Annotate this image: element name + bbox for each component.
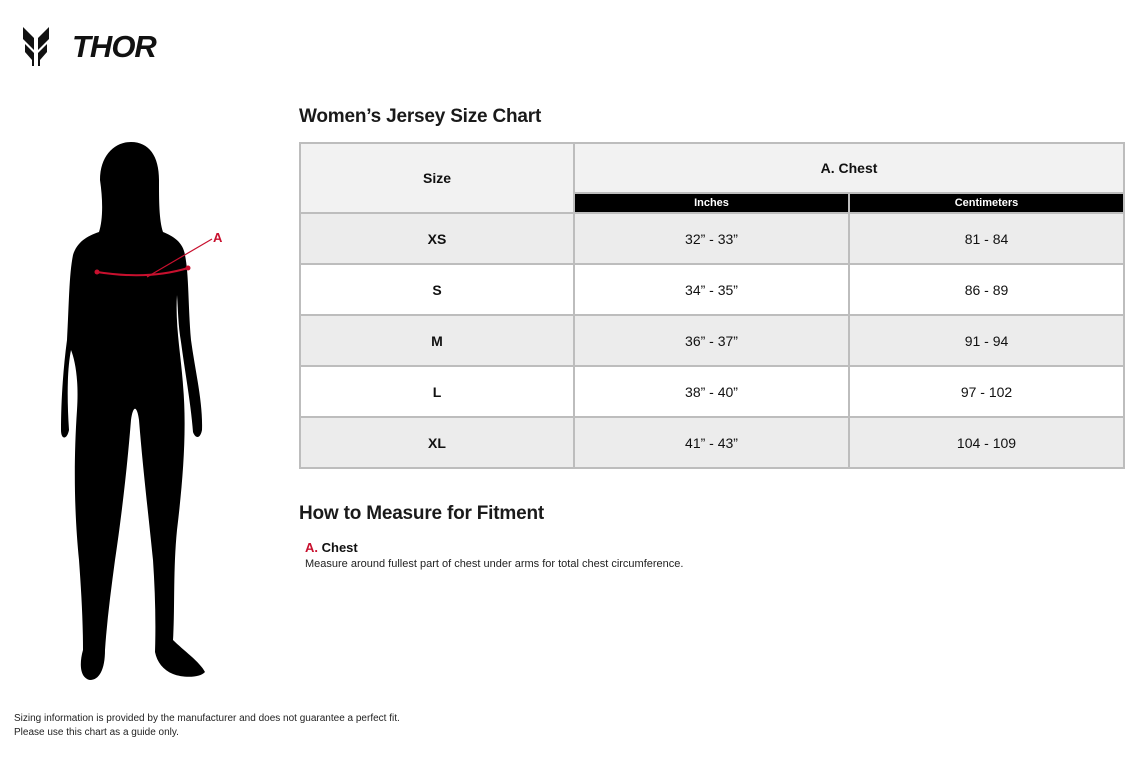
thor-logo <box>22 24 197 68</box>
cm-cell: 91 - 94 <box>849 315 1124 366</box>
inches-column-header: Inches <box>574 193 849 213</box>
table-row <box>300 264 1124 315</box>
fitment-item-heading <box>305 540 683 555</box>
centimeters-column-header: Centimeters <box>849 193 1124 213</box>
table-row <box>300 315 1124 366</box>
cm-cell: 81 - 84 <box>849 213 1124 264</box>
fitment-item-description: Measure around fullest part of chest under arms for total chest circumference. <box>305 558 684 570</box>
table-row <box>300 366 1124 417</box>
cm-cell: 104 - 109 <box>849 417 1124 468</box>
fitment-item-chest <box>305 540 683 570</box>
brand-name: THOR <box>72 29 156 64</box>
inches-cell: 41” - 43” <box>574 417 849 468</box>
fitment-item-letter: A. <box>305 540 318 555</box>
inches-cell: 32” - 33” <box>574 213 849 264</box>
size-chart-title: Women’s Jersey Size Chart <box>299 106 542 127</box>
disclaimer-line-1: Sizing information is provided by the manufacturer and does not guarantee a perfect fit. <box>14 713 400 724</box>
size-cell: L <box>300 366 574 417</box>
fitment-item-name: Chest <box>321 540 358 555</box>
size-cell: XL <box>300 417 574 468</box>
size-cell: M <box>300 315 574 366</box>
size-column-header: Size <box>300 143 574 213</box>
size-cell: S <box>300 264 574 315</box>
fitment-title: How to Measure for Fitment <box>299 503 544 524</box>
inches-cell: 36” - 37” <box>574 315 849 366</box>
size-cell: XS <box>300 213 574 264</box>
cm-cell: 86 - 89 <box>849 264 1124 315</box>
body-silhouette <box>55 140 223 685</box>
inches-cell: 34” - 35” <box>574 264 849 315</box>
inches-cell: 38” - 40” <box>574 366 849 417</box>
chest-column-header: A. Chest <box>574 143 1124 193</box>
disclaimer-line-2: Please use this chart as a guide only. <box>14 727 179 738</box>
thor-emblem-icon <box>23 27 49 66</box>
chest-marker-label: A <box>213 230 223 245</box>
table-row <box>300 417 1124 468</box>
disclaimer <box>14 712 400 740</box>
table-row <box>300 213 1124 264</box>
size-chart-table <box>299 142 1125 469</box>
cm-cell: 97 - 102 <box>849 366 1124 417</box>
